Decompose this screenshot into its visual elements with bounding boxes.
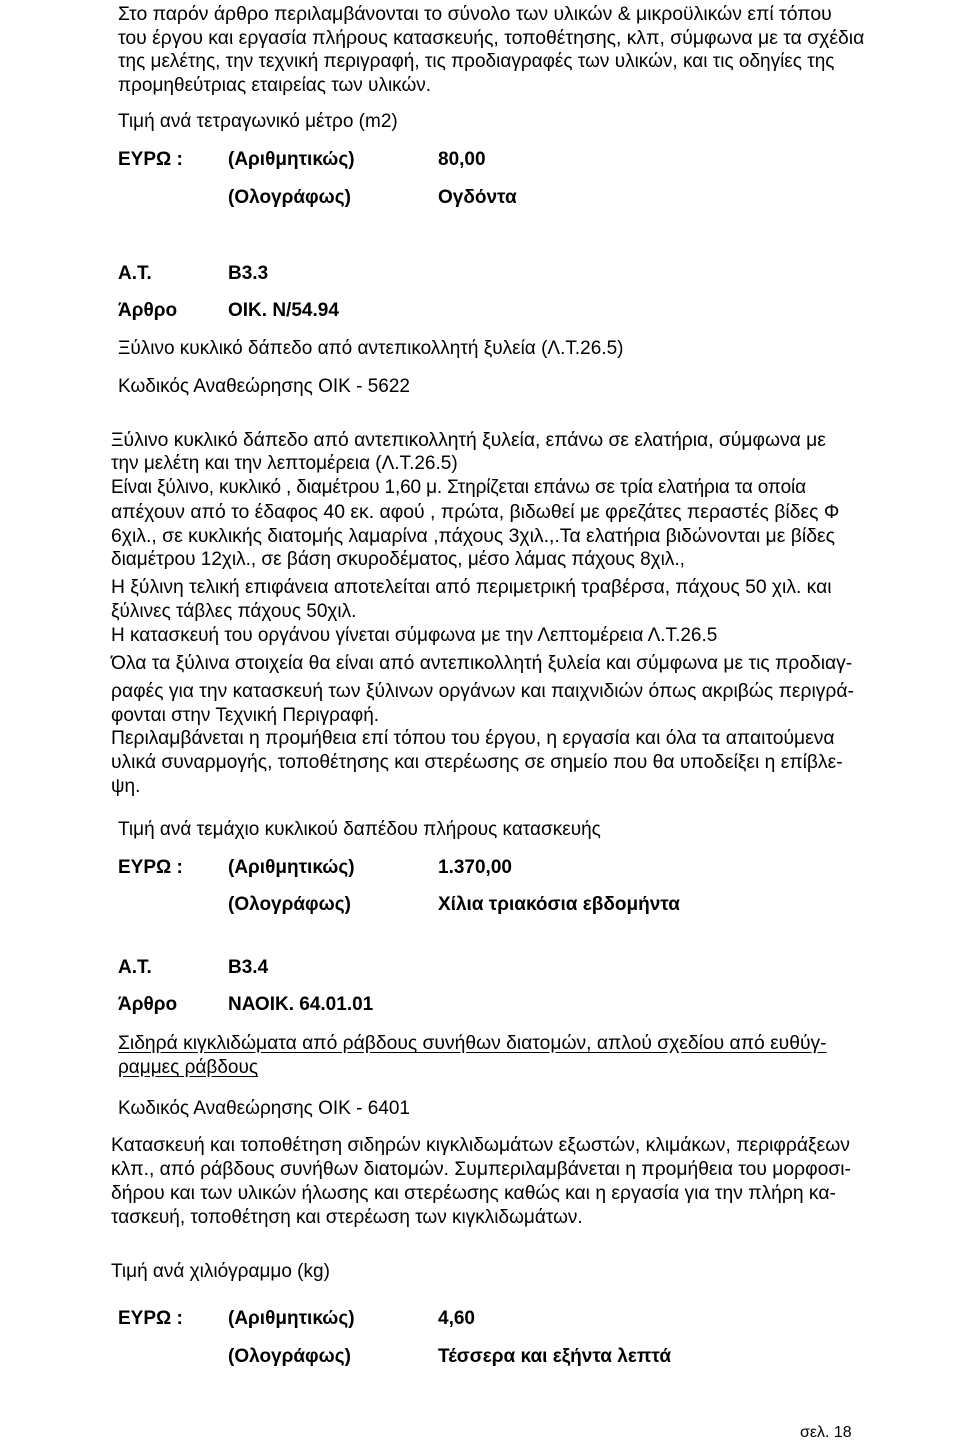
- description-line: Η κατασκευή του οργάνου γίνεται σύμφωνα με την Λεπτομέρεια Λ.Τ.26.5: [111, 625, 718, 646]
- words-label: (Ολογράφως): [228, 1346, 351, 1367]
- intro-line: προμηθεύτριας εταιρείας των υλικών.: [118, 75, 432, 96]
- price-unit-label: Τιμή ανά χιλιόγραμμο (kg): [111, 1261, 330, 1282]
- arthro-value: ΟΙΚ. Ν/54.94: [228, 300, 339, 321]
- intro-line: Στο παρόν άρθρο περιλαμβάνονται το σύνολο των υλικών & μικροϋλικών επί τόπου: [118, 3, 832, 25]
- description-line: δήρου και των υλικών ήλωσης και στερέωσης καθώς και η εργασία για την πλήρη κα-: [111, 1183, 836, 1204]
- euro-label: ΕΥΡΩ :: [118, 857, 183, 878]
- description-line: ψη.: [111, 776, 141, 797]
- description-line: απέχουν από το έδαφος 40 εκ. αφού , πρώτα, βιδωθεί με φρεζάτες περαστές βίδες Φ: [111, 501, 840, 523]
- description-line: Ξύλινο κυκλικό δάπεδο από αντεπικολλητή ξυλεία, επάνω σε ελατήρια, σύμφωνα με: [111, 430, 826, 451]
- description-line: φονται στην Τεχνική Περιγραφή.: [111, 705, 380, 726]
- description-line: ραφές για την κατασκευή των ξύλινων οργάνων και παιχνιδιών όπως ακριβώς περιγρά-: [111, 681, 854, 702]
- description-line: Όλα τα ξύλινα στοιχεία θα είναι από αντεπικολλητή ξυλεία και σύμφωνα με τις προδιαγ-: [111, 653, 853, 674]
- description-line: διαμέτρου 12χιλ., σε βάση σκυροδέματος, μέσο λάμας πάχους 8χιλ.,: [111, 549, 685, 570]
- numeric-label: (Αριθμητικώς): [228, 149, 355, 170]
- article-title: ραμμες ράβδους: [118, 1057, 259, 1078]
- article-title: Σιδηρά κιγκλιδώματα από ράβδους συνήθων διατομών, απλού σχεδίου από ευθύγ-: [118, 1033, 827, 1054]
- numeric-value: 4,60: [438, 1308, 475, 1329]
- description-line: Είναι ξύλινο, κυκλικό , διαμέτρου 1,60 μ. Στηρίζεται επάνω σε τρία ελατήρια τα οποία: [111, 477, 806, 498]
- description-line: Η ξύλινη τελική επιφάνεια αποτελείται από περιμετρική τραβέρσα, πάχους 50 χιλ. και: [111, 577, 832, 598]
- numeric-label: (Αριθμητικώς): [228, 1308, 355, 1329]
- arthro-label: Άρθρο: [118, 300, 178, 321]
- intro-line: της μελέτης, την τεχνική περιγραφή, τις προδιαγραφές των υλικών, και τις οδηγίες της: [118, 51, 835, 72]
- price-unit-label: Τιμή ανά τετραγωνικό μέτρο (m2): [118, 111, 398, 132]
- description-line: την μελέτη και την λεπτομέρεια (Λ.Τ.26.5): [111, 453, 458, 474]
- revision-code: Κωδικός Αναθεώρησης ΟΙΚ - 5622: [118, 376, 410, 397]
- euro-label: ΕΥΡΩ :: [118, 1308, 183, 1329]
- arthro-value: ΝΑΟΙΚ. 64.01.01: [228, 994, 374, 1015]
- numeric-label: (Αριθμητικώς): [228, 857, 355, 878]
- article-title: Ξύλινο κυκλικό δάπεδο από αντεπικολλητή ξυλεία (Λ.Τ.26.5): [118, 338, 624, 359]
- description-line: κλπ., από ράβδους συνήθων διατομών. Συμπεριλαμβάνεται η προμήθεια του μορφοσι-: [111, 1159, 851, 1180]
- words-value: Χίλια τριακόσια εβδομήντα: [438, 894, 680, 915]
- numeric-value: 80,00: [438, 149, 486, 170]
- intro-line: του έργου και εργασία πλήρους κατασκευής, τοποθέτησης, κλπ, σύμφωνα με τα σχέδια: [118, 27, 865, 49]
- words-label: (Ολογράφως): [228, 187, 351, 208]
- description-line: τασκευή, τοποθέτηση και στερέωση των κιγκλιδωμάτων.: [111, 1207, 583, 1228]
- description-line: υλικά συναρμογής, τοποθέτησης και στερέωσης σε σημείο που θα υποδείξει η επίβλε-: [111, 752, 843, 773]
- at-value: Β3.3: [228, 263, 269, 284]
- description-line: Περιλαμβάνεται η προμήθεια επί τόπου του έργου, η εργασία και όλα τα απαιτούμενα: [111, 728, 835, 749]
- description-line: Κατασκευή και τοποθέτηση σιδηρών κιγκλιδωμάτων εξωστών, κλιμάκων, περιφράξεων: [111, 1135, 850, 1156]
- revision-code: Κωδικός Αναθεώρησης ΟΙΚ - 6401: [118, 1098, 410, 1119]
- words-value: Τέσσερα και εξήντα λεπτά: [438, 1346, 672, 1367]
- description-line: ξύλινες τάβλες πάχους 50χιλ.: [111, 601, 357, 622]
- numeric-value: 1.370,00: [438, 857, 512, 878]
- arthro-label: Άρθρο: [118, 994, 178, 1015]
- words-label: (Ολογράφως): [228, 894, 351, 915]
- price-unit-label: Τιμή ανά τεμάχιο κυκλικού δαπέδου πλήρους κατασκευής: [118, 819, 601, 840]
- at-value: Β3.4: [228, 957, 269, 978]
- at-label: Α.Τ.: [118, 263, 152, 284]
- at-label: Α.Τ.: [118, 957, 152, 978]
- page-number: σελ. 18: [800, 1424, 852, 1441]
- description-line: 6χιλ., σε κυκλικής διατομής λαμαρίνα ,πάχους 3χιλ.,.Τα ελατήρια βιδώνονται με βίδες: [111, 525, 835, 547]
- euro-label: ΕΥΡΩ :: [118, 149, 183, 170]
- words-value: Ογδόντα: [438, 187, 517, 208]
